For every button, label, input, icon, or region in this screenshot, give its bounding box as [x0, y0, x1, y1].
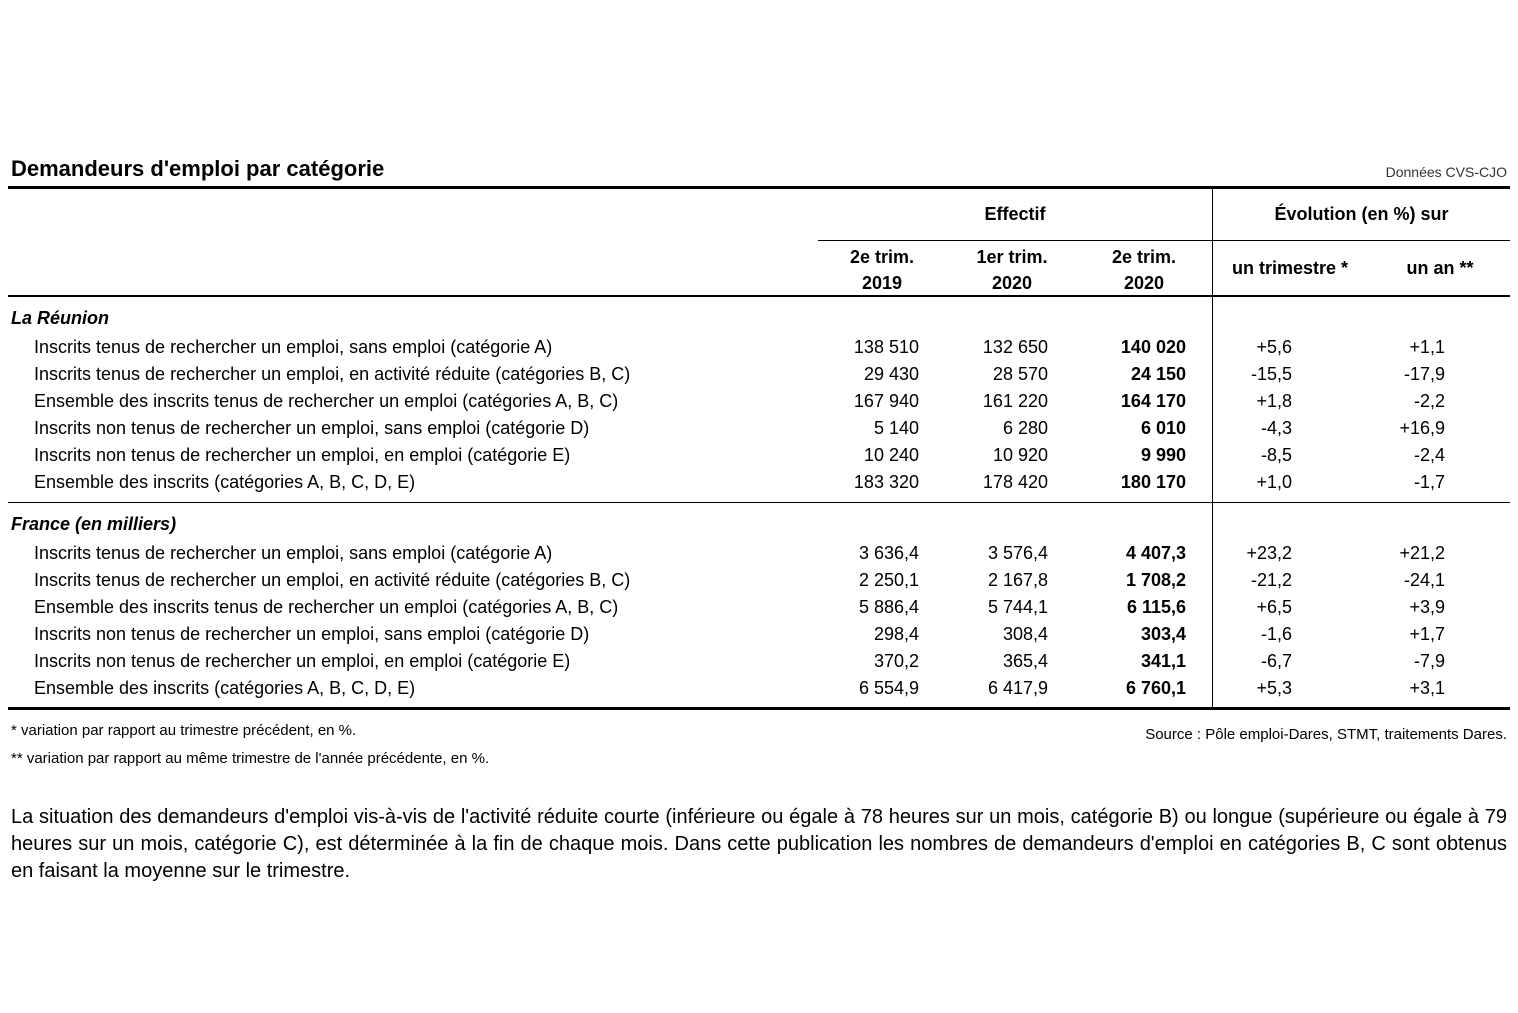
table-row	[0, 621, 1518, 648]
evolution-underline	[1213, 240, 1510, 241]
evolution-an: -2,4	[1413, 445, 1445, 465]
footnote-trimestre: * variation par rapport au trimestre précédent, en %.	[11, 722, 357, 739]
value-2t2020: 6 115,6	[1126, 597, 1186, 617]
table-row	[0, 334, 1518, 361]
value-2t2019: 10 240	[863, 445, 919, 465]
evolution-trimestre: +6,5	[1256, 597, 1292, 617]
value-2t2019: 5 886,4	[858, 597, 919, 617]
value-2t2020: 6 760,1	[1125, 678, 1186, 698]
value-1t2020: 28 570	[992, 364, 1048, 384]
value-2t2019: 29 430	[863, 364, 919, 384]
table-row	[0, 540, 1518, 567]
table-row	[0, 361, 1518, 388]
value-2t2019: 167 940	[853, 391, 919, 411]
evolution-trimestre: -6,7	[1260, 651, 1292, 671]
evolution-an: +3,1	[1409, 678, 1445, 698]
header-evolution: Évolution (en %) sur	[1274, 204, 1449, 224]
evolution-an: +1,7	[1409, 624, 1445, 644]
evolution-trimestre: +1,0	[1256, 472, 1292, 492]
row-label: Ensemble des inscrits tenus de rechercher un emploi (catégories A, B, C)	[34, 391, 619, 411]
value-1t2020: 6 280	[1002, 418, 1048, 438]
section-title-france: France (en milliers)	[11, 514, 177, 534]
row-label: Inscrits non tenus de rechercher un emploi, sans emploi (catégorie D)	[34, 624, 590, 644]
value-1t2020: 10 920	[992, 445, 1048, 465]
table-row	[0, 675, 1518, 702]
table-row	[0, 442, 1518, 469]
table-row	[0, 415, 1518, 442]
header-col2-line2: 2020	[991, 273, 1033, 293]
evolution-trimestre: +1,8	[1256, 391, 1292, 411]
value-2t2019: 138 510	[853, 337, 919, 357]
value-1t2020: 308,4	[1002, 624, 1048, 644]
value-1t2020: 365,4	[1002, 651, 1048, 671]
header-col3-line2: 2020	[1123, 273, 1165, 293]
value-2t2020: 164 170	[1120, 391, 1186, 411]
value-2t2019: 370,2	[873, 651, 919, 671]
effectif-underline	[818, 240, 1212, 241]
table-row	[0, 594, 1518, 621]
evolution-trimestre: -4,3	[1260, 418, 1292, 438]
header-col3-line1: 2e trim.	[1111, 247, 1177, 267]
table-row	[0, 388, 1518, 415]
value-2t2020: 4 407,3	[1125, 543, 1186, 563]
value-1t2020: 2 167,8	[987, 570, 1048, 590]
evolution-an: -1,7	[1413, 472, 1445, 492]
value-2t2019: 3 636,4	[858, 543, 919, 563]
bottom-rule	[8, 707, 1510, 710]
section-title-reunion: La Réunion	[11, 308, 109, 328]
row-label: Inscrits non tenus de rechercher un emploi, sans emploi (catégorie D)	[34, 418, 590, 438]
evolution-trimestre: -8,5	[1260, 445, 1292, 465]
row-label: Ensemble des inscrits (catégories A, B, C, D, E)	[34, 678, 416, 698]
value-2t2019: 2 250,1	[858, 570, 919, 590]
evolution-an: +16,9	[1399, 418, 1445, 438]
header-col2-line1: 1er trim.	[976, 247, 1048, 267]
row-label: Inscrits tenus de rechercher un emploi, sans emploi (catégorie A)	[34, 543, 553, 563]
value-2t2019: 5 140	[873, 418, 919, 438]
header-bottom-rule	[8, 295, 1510, 297]
value-2t2020: 303,4	[1140, 624, 1186, 644]
row-label: Inscrits tenus de rechercher un emploi, sans emploi (catégorie A)	[34, 337, 553, 357]
row-label: Ensemble des inscrits (catégories A, B, C, D, E)	[34, 472, 416, 492]
value-2t2019: 298,4	[873, 624, 919, 644]
evolution-an: -17,9	[1403, 364, 1445, 384]
header-col3	[1084, 244, 1204, 296]
evolution-trimestre: -15,5	[1250, 364, 1292, 384]
value-1t2020: 161 220	[982, 391, 1048, 411]
header-col5: un an **	[1406, 258, 1474, 278]
evolution-an: +1,1	[1409, 337, 1445, 357]
evolution-an: -7,9	[1413, 651, 1445, 671]
value-2t2019: 6 554,9	[858, 678, 919, 698]
value-2t2020: 9 990	[1140, 445, 1186, 465]
section-divider	[8, 502, 1510, 503]
evolution-trimestre: -21,2	[1250, 570, 1292, 590]
value-1t2020: 178 420	[982, 472, 1048, 492]
evolution-trimestre: +5,3	[1256, 678, 1292, 698]
source-note: Source : Pôle emploi-Dares, STMT, traitements Dares.	[1145, 726, 1507, 743]
value-2t2020: 341,1	[1140, 651, 1186, 671]
evolution-trimestre: -1,6	[1260, 624, 1292, 644]
explanatory-paragraph: La situation des demandeurs d'emploi vis-à-vis de l'activité réduite courte (inférieure ou égale à 78 heures sur un mois, catégorie B) ou longue (supérieure ou égale à 79 heures sur un mois, catégorie C), est déterminée à la fin de chaque mois. Dans cette publication les nombres de demandeurs d'emploi en catégories B, C sont obtenus en faisant la moyenne sur le trimestre.	[11, 806, 1507, 882]
row-label: Inscrits tenus de rechercher un emploi, en activité réduite (catégories B, C)	[34, 364, 631, 384]
row-label: Inscrits non tenus de rechercher un emploi, en emploi (catégorie E)	[34, 651, 571, 671]
evolution-an: +3,9	[1409, 597, 1445, 617]
table-row	[0, 648, 1518, 675]
header-col4: un trimestre *	[1231, 258, 1349, 278]
evolution-an: -24,1	[1403, 570, 1445, 590]
evolution-an: +21,2	[1399, 543, 1445, 563]
value-1t2020: 3 576,4	[987, 543, 1048, 563]
value-1t2020: 6 417,9	[987, 678, 1048, 698]
header-col1-line2: 2019	[861, 273, 903, 293]
value-2t2020: 24 150	[1130, 364, 1186, 384]
value-2t2020: 6 010	[1140, 418, 1186, 438]
value-1t2020: 5 744,1	[987, 597, 1048, 617]
row-label: Inscrits tenus de rechercher un emploi, en activité réduite (catégories B, C)	[34, 570, 631, 590]
value-2t2020: 140 020	[1120, 337, 1186, 357]
header-col2	[952, 244, 1072, 296]
footnote-an: ** variation par rapport au même trimestre de l'année précédente, en %.	[11, 750, 490, 767]
data-note: Données CVS-CJO	[1385, 164, 1507, 180]
header-effectif: Effectif	[984, 204, 1046, 224]
header-col1-line1: 2e trim.	[849, 247, 915, 267]
header-col1	[822, 244, 942, 296]
value-2t2020: 1 708,2	[1125, 570, 1186, 590]
evolution-an: -2,2	[1413, 391, 1445, 411]
value-2t2019: 183 320	[853, 472, 919, 492]
value-1t2020: 132 650	[982, 337, 1048, 357]
evolution-trimestre: +5,6	[1256, 337, 1292, 357]
table-row	[0, 567, 1518, 594]
top-rule	[8, 186, 1510, 189]
row-label: Inscrits non tenus de rechercher un emploi, en emploi (catégorie E)	[34, 445, 571, 465]
table-title: Demandeurs d'emploi par catégorie	[11, 156, 385, 181]
row-label: Ensemble des inscrits tenus de rechercher un emploi (catégories A, B, C)	[34, 597, 619, 617]
value-2t2020: 180 170	[1120, 472, 1186, 492]
evolution-trimestre: +23,2	[1246, 543, 1292, 563]
table-row	[0, 469, 1518, 496]
